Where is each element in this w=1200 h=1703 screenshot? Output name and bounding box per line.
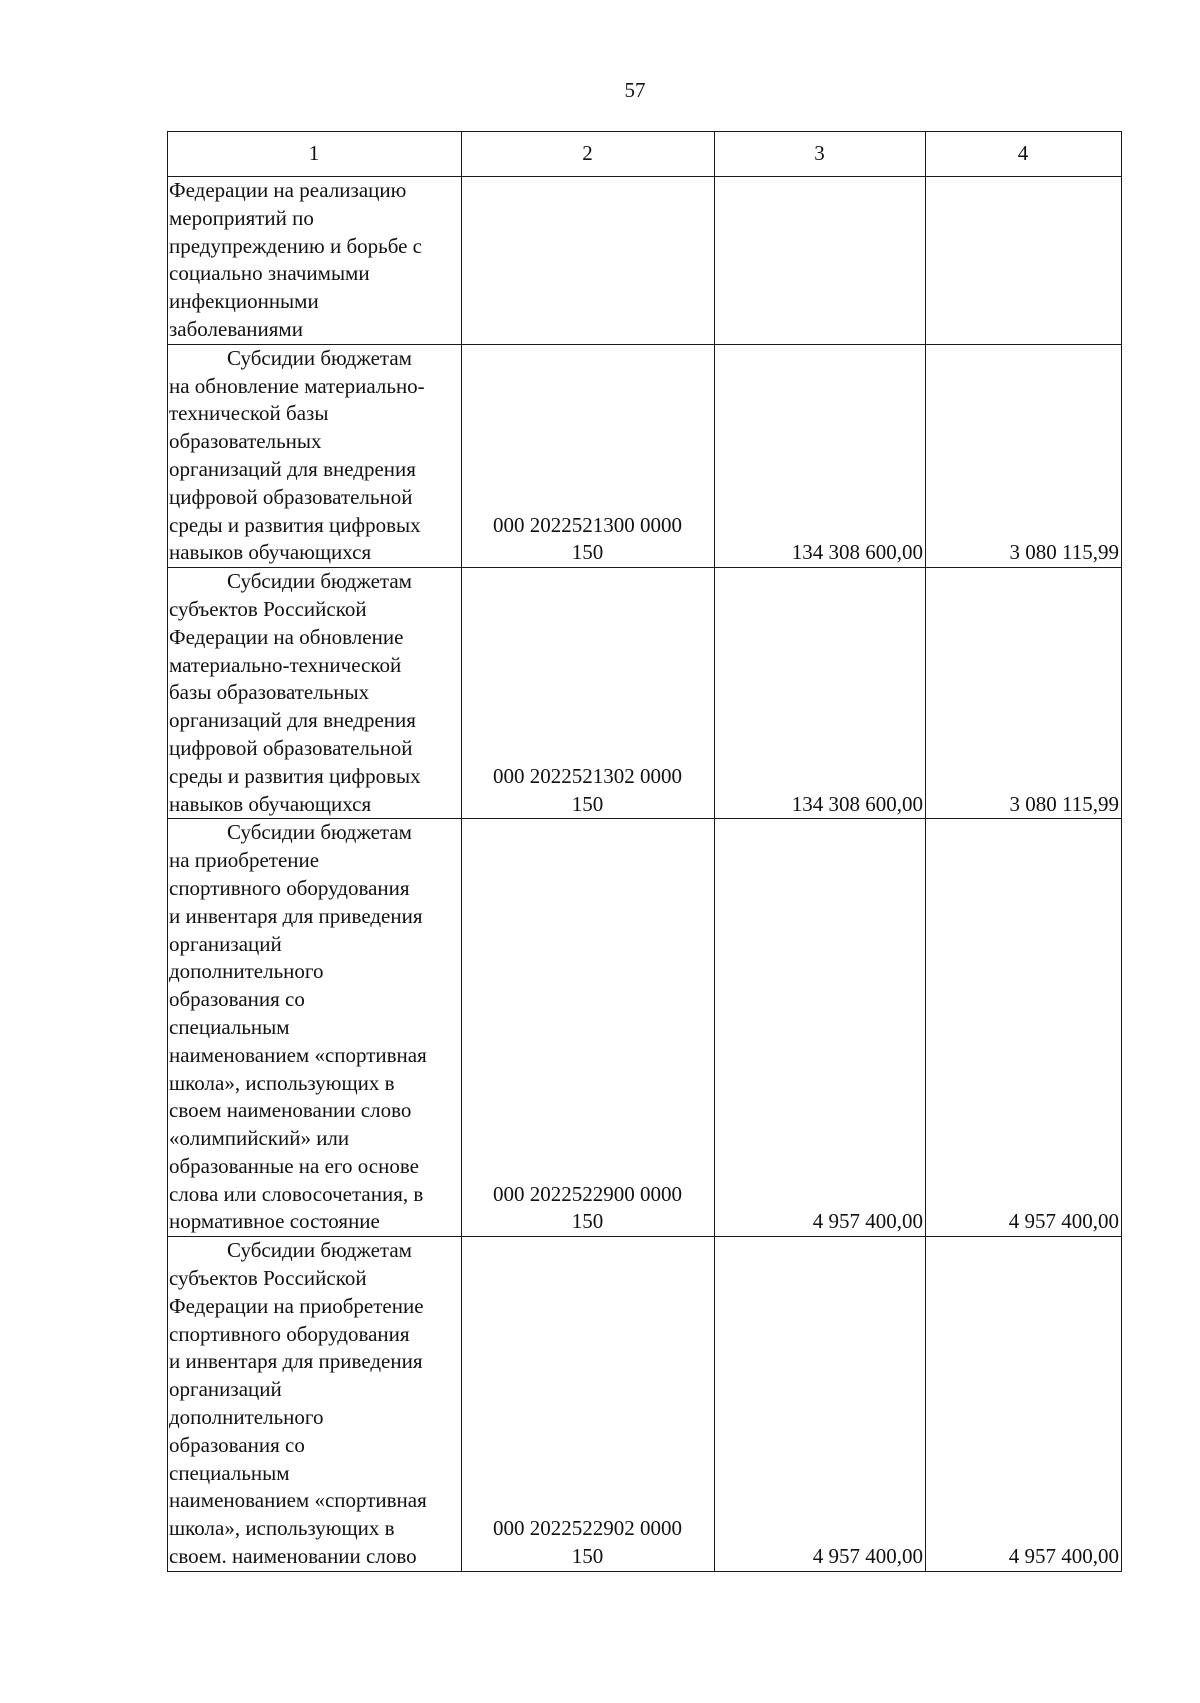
- description-line: дополнительного: [169, 1405, 324, 1430]
- table-header-row: [168, 132, 1122, 177]
- code-line: 000 2022522900 0000: [493, 1181, 682, 1206]
- row-amount-col3: [715, 177, 926, 345]
- description-line: школа», использующих в: [169, 1516, 395, 1541]
- description-line: социально значимыми: [169, 261, 370, 286]
- row-amount-col4: 4 957 400,00: [926, 1237, 1122, 1572]
- description-line: среды и развития цифровых: [169, 763, 421, 788]
- description-line: специальным: [169, 1460, 290, 1485]
- description-line: организаций для внедрения: [169, 708, 416, 733]
- description-line: нормативное состояние: [169, 1209, 380, 1234]
- code-line: 000 2022521302 0000: [493, 763, 682, 788]
- description-line: школа», использующих в: [169, 1070, 395, 1095]
- budget-table: [167, 131, 1122, 1572]
- row-amount-col4: 3 080 115,99: [926, 344, 1122, 567]
- row-code: [462, 177, 715, 345]
- description-line: специальным: [169, 1014, 290, 1039]
- description-line: субъектов Российской: [169, 1266, 367, 1291]
- row-amount-col4: 4 957 400,00: [926, 819, 1122, 1237]
- column-header-3: 3: [715, 132, 926, 177]
- row-amount-col4: [926, 177, 1122, 345]
- description-line: субъектов Российской: [169, 596, 367, 621]
- description-line: мероприятий по: [169, 205, 314, 230]
- row-description: [168, 344, 462, 567]
- description-line: образовательных: [169, 429, 322, 454]
- description-line: своем. наименовании слово: [169, 1544, 417, 1569]
- row-code: [462, 1237, 715, 1572]
- description-line: Субсидии бюджетам: [227, 345, 412, 370]
- column-header-1: 1: [168, 132, 462, 177]
- description-line: среды и развития цифровых: [169, 512, 421, 537]
- description-line: спортивного оборудования: [169, 1321, 410, 1346]
- page-number: 57: [624, 78, 646, 102]
- row-code: [462, 568, 715, 819]
- code-line: 000 2022521300 0000: [493, 512, 682, 537]
- description-line: на приобретение: [169, 848, 320, 873]
- description-line: цифровой образовательной: [169, 484, 413, 509]
- description-line: и инвентаря для приведения: [169, 903, 423, 928]
- row-amount-col3: 134 308 600,00: [715, 568, 926, 819]
- column-header-4: 4: [926, 132, 1122, 177]
- description-line: инфекционными: [169, 289, 319, 314]
- description-line: Федерации на реализацию: [169, 178, 407, 202]
- description-line: организаций: [169, 1377, 282, 1402]
- description-line: наименованием «спортивная: [169, 1042, 427, 1067]
- description-line: Федерации на приобретение: [169, 1293, 424, 1318]
- description-line: образования со: [169, 987, 305, 1012]
- description-line: заболеваниями: [169, 316, 303, 341]
- row-description: [168, 819, 462, 1237]
- table-row: [168, 177, 1122, 345]
- row-amount-col3: 134 308 600,00: [715, 344, 926, 567]
- table-row: [168, 1237, 1122, 1572]
- description-line: дополнительного: [169, 959, 324, 984]
- row-description: [168, 1237, 462, 1572]
- code-line: 150: [571, 791, 604, 816]
- column-header-2: 2: [462, 132, 715, 177]
- row-code: [462, 344, 715, 567]
- description-line: базы образовательных: [169, 680, 370, 705]
- description-line: материально-технической: [169, 652, 402, 677]
- table-row: [168, 568, 1122, 819]
- description-line: технической базы: [169, 401, 329, 426]
- row-code: [462, 819, 715, 1237]
- description-line: организаций: [169, 931, 282, 956]
- description-line: Федерации на обновление: [169, 624, 404, 649]
- row-amount-col3: 4 957 400,00: [715, 1237, 926, 1572]
- description-line: предупреждению и борьбе с: [169, 233, 423, 258]
- description-line: своем наименовании слово: [169, 1098, 412, 1123]
- description-line: организаций для внедрения: [169, 456, 416, 481]
- description-line: образования со: [169, 1432, 305, 1457]
- description-line: навыков обучающихся: [169, 540, 372, 565]
- description-line: наименованием «спортивная: [169, 1488, 427, 1513]
- description-line: слова или словосочетания, в: [169, 1181, 424, 1206]
- row-description: [168, 177, 462, 345]
- table-row: [168, 344, 1122, 567]
- description-line: образованные на его основе: [169, 1153, 419, 1178]
- description-line: Субсидии бюджетам: [227, 569, 412, 594]
- description-line: Субсидии бюджетам: [227, 820, 412, 845]
- row-description: [168, 568, 462, 819]
- table-row: [168, 819, 1122, 1237]
- description-line: «олимпийский» или: [169, 1126, 350, 1151]
- row-amount-col3: 4 957 400,00: [715, 819, 926, 1237]
- description-line: Субсидии бюджетам: [227, 1238, 412, 1263]
- description-line: и инвентаря для приведения: [169, 1349, 423, 1374]
- code-line: 150: [571, 540, 604, 565]
- row-amount-col4: 3 080 115,99: [926, 568, 1122, 819]
- description-line: цифровой образовательной: [169, 735, 413, 760]
- code-line: 000 2022522902 0000: [493, 1516, 682, 1541]
- description-line: навыков обучающихся: [169, 791, 372, 816]
- description-line: на обновление материально-: [169, 373, 425, 398]
- code-line: 150: [571, 1209, 604, 1234]
- description-line: спортивного оборудования: [169, 875, 410, 900]
- code-line: 150: [571, 1544, 604, 1569]
